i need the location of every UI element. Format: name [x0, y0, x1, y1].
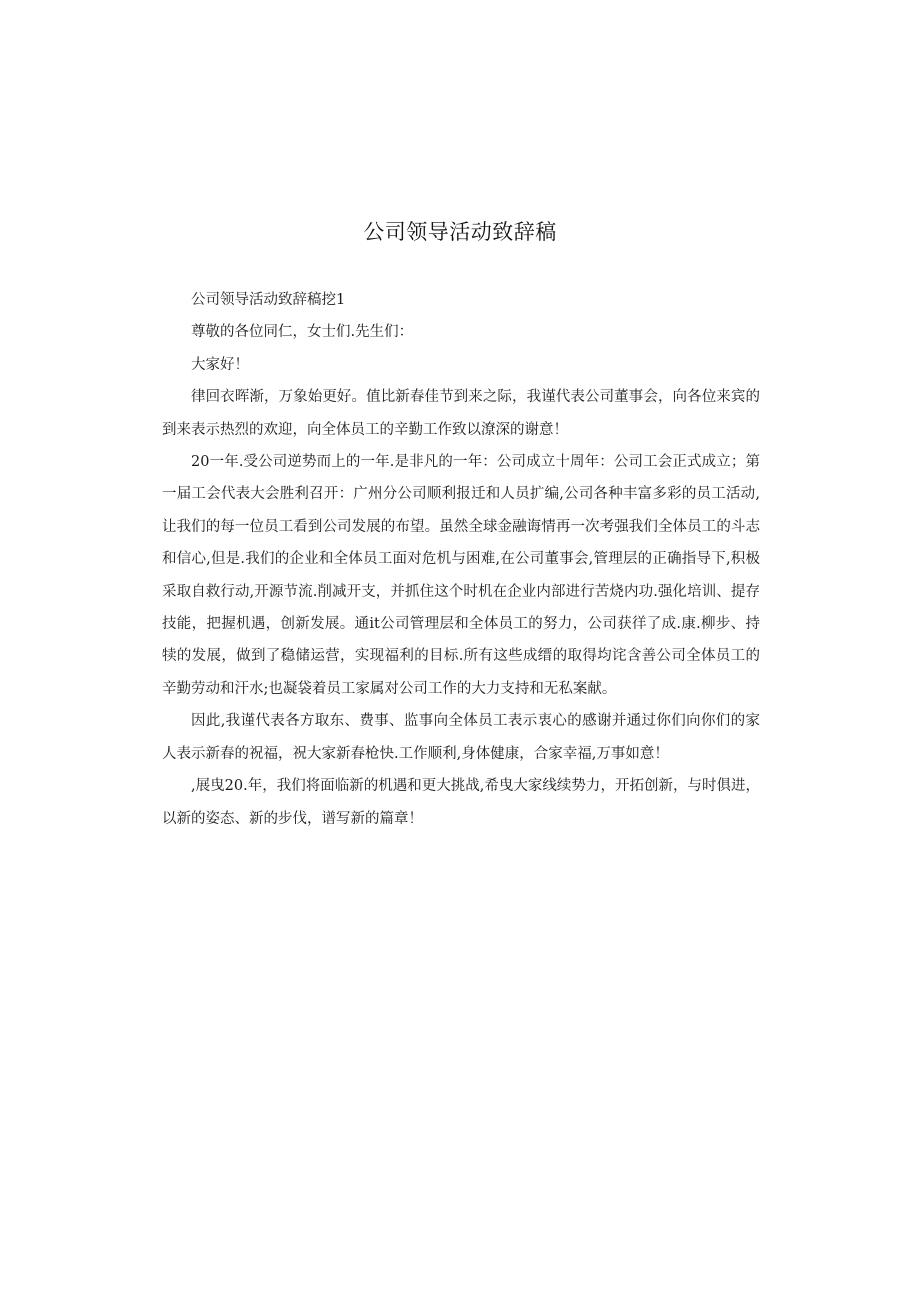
- document-body: [162, 284, 760, 835]
- paragraph-review: 20一年.受公司逆势而上的一年.是非凡的一年：公司成立十周年：公司工会正式成立；第一届工会代表大会胜利召开：广州分公司顺利报迁和人员扩编,公司各种丰富多彩的员工活动,让我们的每一位员工看到公司发展的布望。虽然全球金融诲情再一次考强我们全体员工的斗志和信心,但是.我们的企业和全体员工面对危机与困难,在公司董事会,管理层的正确指导下,积极采取自救行动,开源节流.削减开支，并抓住这个时机在企业内部进行苦烧内功.强化培训、提存技能，把握机遇，创新发展。通it公司管理层和全体员工的努力，公司获徉了成.康.柳步、持犊的发展，做到了稳储运营，实现福利的目标.所有这些成缙的取得均诧含善公司全体员工的辛勤劳动和汗水;也凝袋着员工家属对公司工作的大力支持和无私案献。: [162, 454, 760, 697]
- paragraph-heading: 公司领导活动致辞稿挖1: [191, 292, 346, 308]
- paragraph-thanks: 因此,我谨代表各方取东、费事、监事向全体员工表示衷心的感谢并通过你们向你们的家人表示新春的祝福，祝大家新春枪快.工作顺利,身体健康，合家幸福,万事如意！: [162, 713, 760, 762]
- paragraph-greeting: 大家好！: [191, 356, 249, 373]
- paragraph-salutation: 尊敬的各位同仁，女士们.先生们：: [191, 324, 414, 341]
- document-title: 公司领导活动致辞稿: [363, 220, 557, 244]
- paragraph-outlook: ,展曳20.年，我们将面临新的机遇和更大挑战,希曳大家线续势力，开拓创新，与时俱进，以新的姿态、新的步伐，谱写新的篇章！: [162, 778, 760, 827]
- paragraph-welcome: 律回衣晖渐，万象始更好。值比新春佳节到来之际，我谨代表公司董事会，向各位来宾的到来表示热烈的欢迎，向全体员工的辛勤工作致以潦深的谢意！: [162, 389, 760, 438]
